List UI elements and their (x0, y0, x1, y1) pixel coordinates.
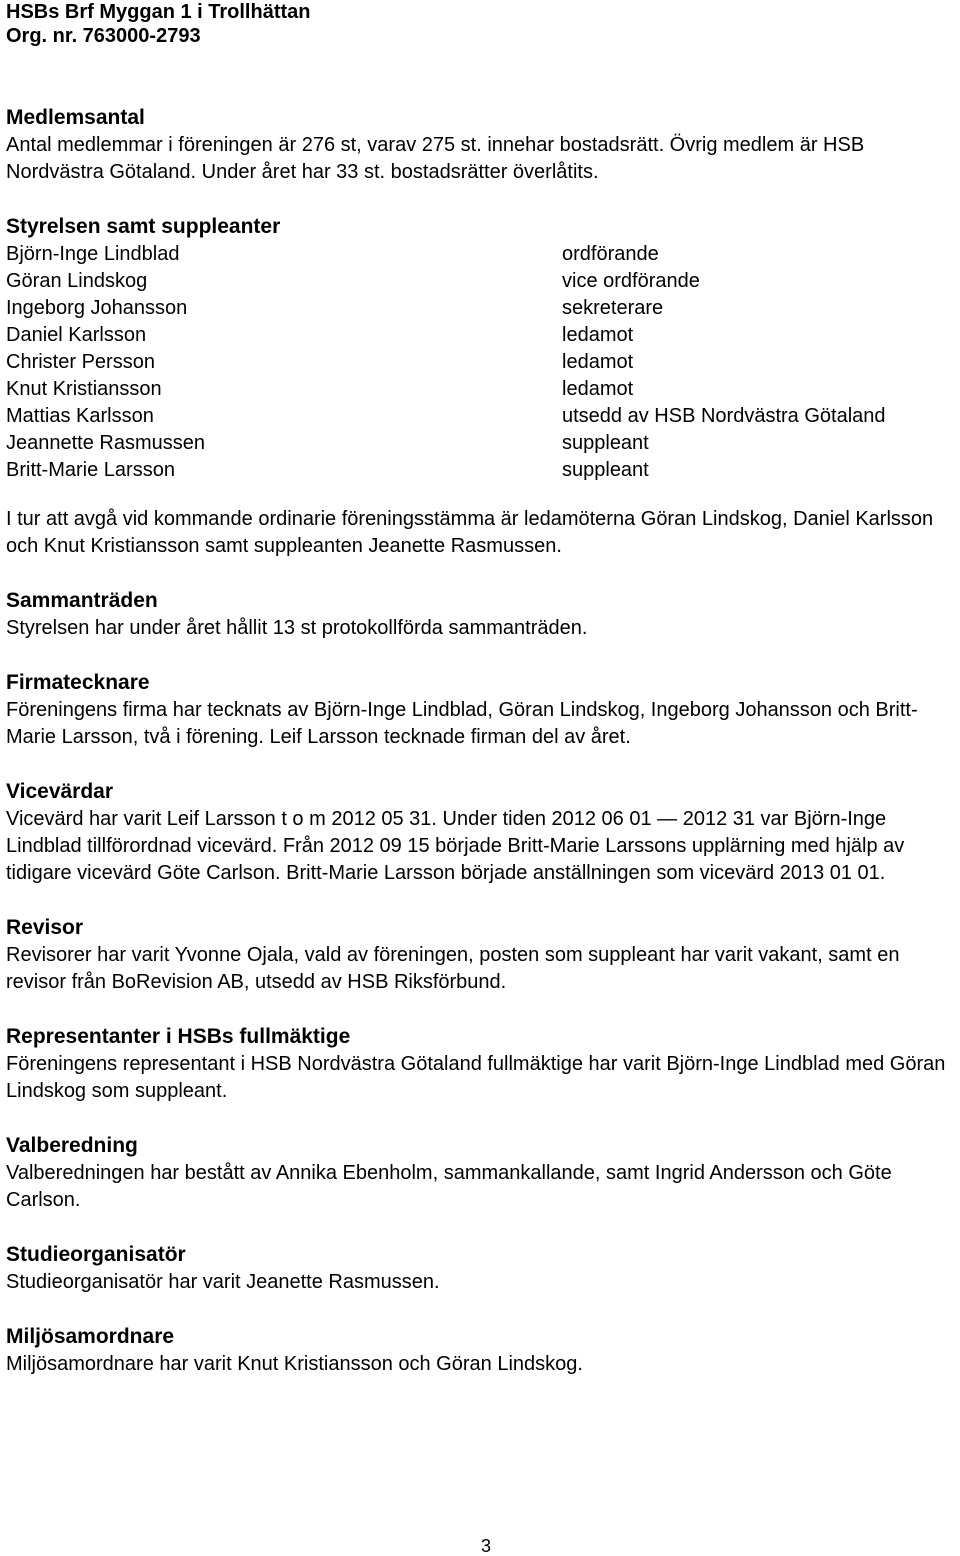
meetings-text: Styrelsen har under året hållit 13 st protokollförda sammanträden. (6, 617, 588, 639)
section-title-representatives: Representanter i HSBs fullmäktige (6, 1025, 351, 1048)
auditor-text: Revisorer har varit Yvonne Ojala, vald av föreningen, posten som suppleant har varit vakant, samt en revisor från BoRevision AB, utsedd av HSB Riksförbund. (6, 944, 900, 993)
section-nomination (6, 1132, 958, 1214)
board-member-name: Daniel Karlsson (6, 324, 147, 346)
section-title-meetings: Sammanträden (6, 589, 158, 612)
org-number: Org. nr. 763000-2793 (6, 25, 201, 47)
section-signatories (6, 669, 958, 751)
board-member-name: Göran Lindskog (6, 270, 148, 292)
board-retirement-note: I tur att avgå vid kommande ordinarie föreningsstämma är ledamöterna Göran Lindskog, Daniel Karlsson och Knut Kristiansson samt suppleanten Jeanette Rasmussen. (6, 508, 934, 557)
section-title-auditor: Revisor (6, 916, 84, 939)
nomination-text: Valberedningen har bestått av Annika Ebenholm, sammankallande, samt Ingrid Andersson och Göte Carlson. (6, 1162, 892, 1211)
board-member-role: vice ordförande (562, 270, 700, 292)
board-member-role: utsedd av HSB Nordvästra Götaland (562, 405, 886, 427)
section-title-nomination: Valberedning (6, 1134, 138, 1157)
section-title-caretakers: Vicevärdar (6, 780, 114, 803)
section-title-members: Medlemsantal (6, 106, 145, 129)
board-member-role: ledamot (562, 378, 634, 400)
board-member-name: Knut Kristiansson (6, 378, 162, 400)
board-member-role: ledamot (562, 324, 634, 346)
board-member-name: Christer Persson (6, 351, 155, 373)
section-study (6, 1241, 958, 1296)
section-caretakers (6, 778, 958, 887)
board-member-role: ordförande (562, 243, 659, 265)
board-member-role: suppleant (562, 459, 649, 481)
board-member-name: Ingeborg Johansson (6, 297, 188, 319)
section-environment (6, 1323, 958, 1378)
section-board (6, 213, 958, 560)
section-title-signatories: Firmatecknare (6, 671, 150, 694)
section-auditor (6, 914, 958, 996)
section-members (6, 104, 958, 186)
board-member-role: suppleant (562, 432, 649, 454)
section-representatives (6, 1023, 958, 1105)
board-member-role: sekreterare (562, 297, 664, 319)
page-number: 3 (480, 1536, 491, 1556)
board-table (6, 241, 958, 484)
signatories-text: Föreningens firma har tecknats av Björn-Inge Lindblad, Göran Lindskog, Ingeborg Johansson och Britt-Marie Larsson, två i förening. Leif Larsson tecknade firman del av året. (6, 699, 918, 748)
board-member-name: Björn-Inge Lindblad (6, 243, 180, 265)
members-text: Antal medlemmar i föreningen är 276 st, varav 275 st. innehar bostadsrätt. Övrig medlem är HSB Nordvästra Götaland. Under året har 33 st. bostadsrätter överlåtits. (6, 134, 865, 183)
section-title-board: Styrelsen samt suppleanter (6, 215, 281, 238)
board-member-name: Jeannette Rasmussen (6, 432, 206, 454)
environment-text: Miljösamordnare har varit Knut Kristiansson och Göran Lindskog. (6, 1353, 583, 1375)
section-meetings (6, 587, 958, 642)
board-member-name: Mattias Karlsson (6, 405, 154, 427)
study-text: Studieorganisatör har varit Jeanette Rasmussen. (6, 1271, 440, 1293)
document-header (6, 0, 310, 48)
section-title-study: Studieorganisatör (6, 1243, 186, 1266)
representatives-text: Föreningens representant i HSB Nordvästra Götaland fullmäktige har varit Björn-Inge Lindblad med Göran Lindskog som suppleant. (6, 1053, 946, 1102)
section-title-environment: Miljösamordnare (6, 1325, 175, 1348)
board-member-role: ledamot (562, 351, 634, 373)
document-body (6, 104, 958, 1405)
caretakers-text: Vicevärd har varit Leif Larsson t o m 2012 05 31. Under tiden 2012 06 01 — 2012 31 var Björn-Inge Lindblad tillförordnad vicevärd. Från 2012 09 15 började Britt-Marie Larssons upplärning med hjälp av tidigare vicevärd Göte Carlson. Britt-Marie Larsson började anställningen som vicevärd 2013 01 01. (6, 808, 905, 884)
org-name: HSBs Brf Myggan 1 i Trollhättan (6, 1, 311, 23)
board-member-name: Britt-Marie Larsson (6, 459, 175, 481)
